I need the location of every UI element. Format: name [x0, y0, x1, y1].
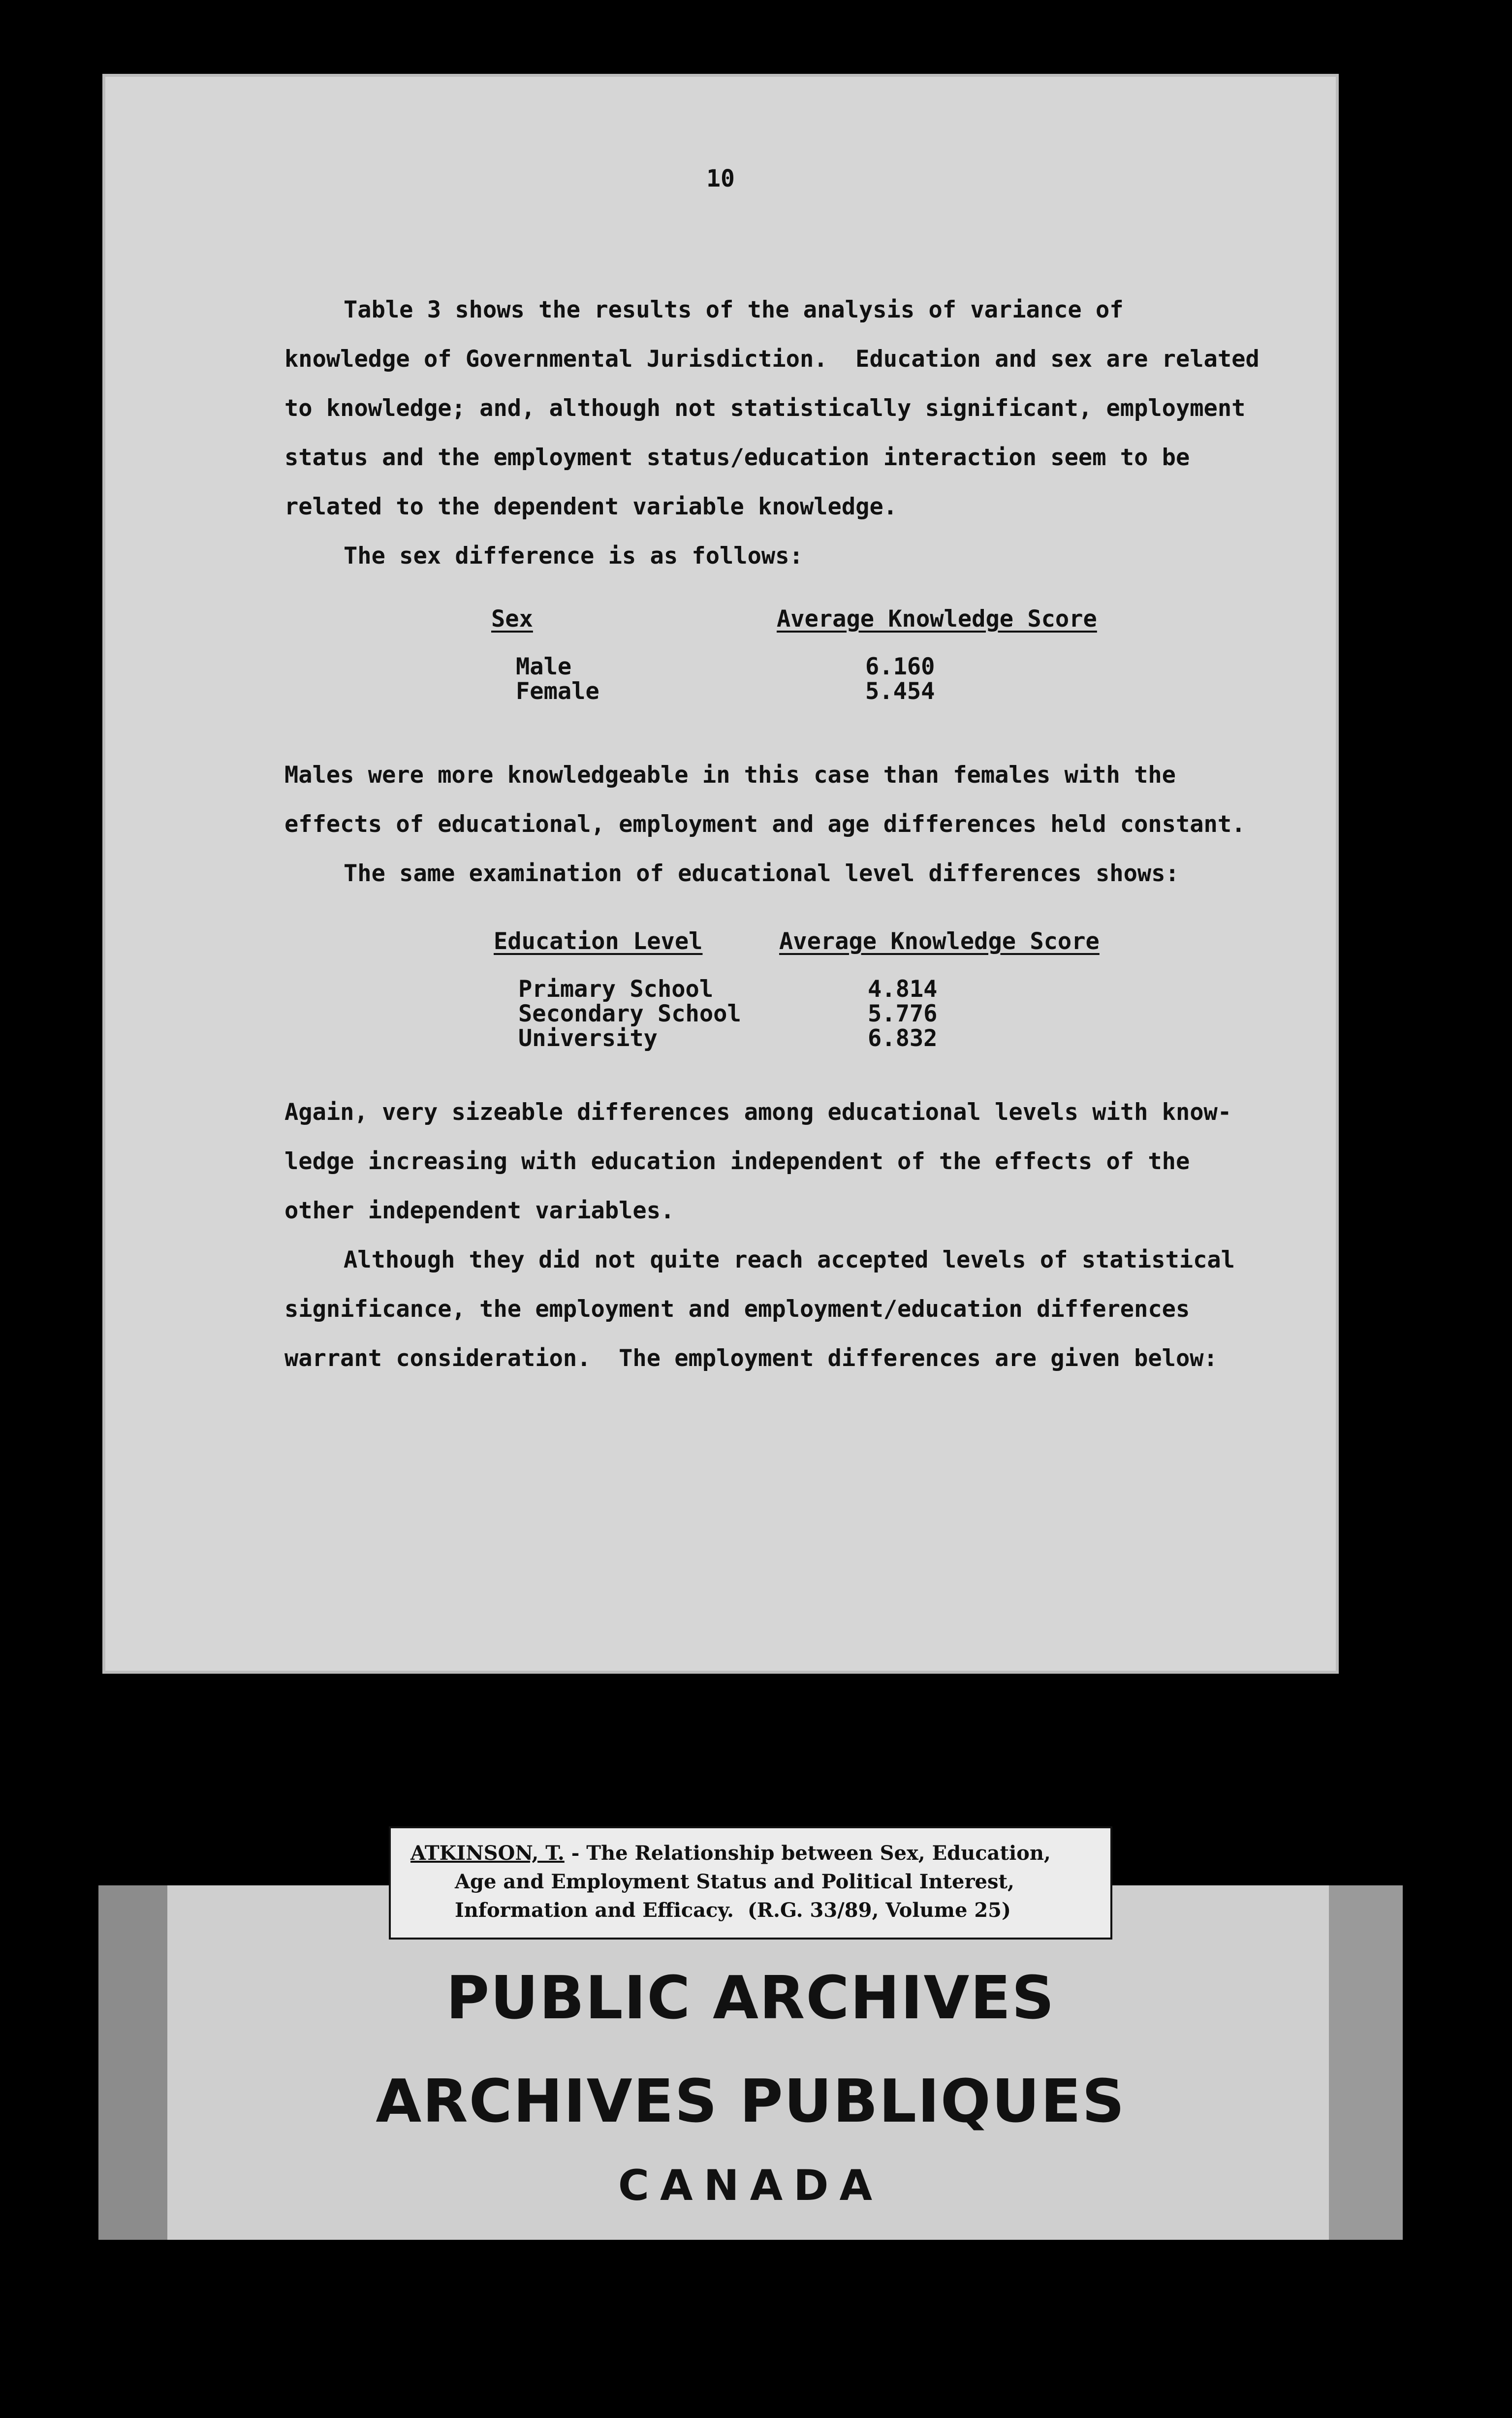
citation-line [410, 1839, 1091, 1868]
citation-line: Information and Efficacy. (R.G. 33/89, Volume 25) [455, 1899, 1011, 1922]
paragraph-intro [284, 286, 1260, 581]
paragraph-education-findings [284, 1088, 1235, 1383]
text-line: effects of educational, employment and age differences held constant. [284, 811, 1246, 838]
text-line: The same examination of educational level differences shows: [344, 860, 1179, 887]
text-line: knowledge of Governmental Jurisdiction. Education and sex are related [284, 346, 1260, 373]
text-line: to knowledge; and, although not statistically significant, employment [284, 395, 1246, 422]
archives-country: CANADA [618, 2161, 883, 2210]
table-row-value: 6.832 [868, 1025, 938, 1052]
text-line: The sex difference is as follows: [344, 542, 803, 570]
citation-author: ATKINSON, T. [410, 1842, 565, 1865]
citation-label [389, 1826, 1112, 1940]
text-line: ledge increasing with education independent of the effects of the [284, 1148, 1190, 1175]
document-page [102, 74, 1339, 1674]
table-row-label: University [518, 1025, 658, 1052]
paragraph-sex-findings [284, 751, 1246, 898]
table-header-sex: Sex [491, 605, 533, 633]
text-line: other independent variables. [284, 1197, 675, 1224]
text-line: Table 3 shows the results of the analysis of variance of [344, 296, 1124, 323]
table-row-label: Male [516, 653, 572, 680]
table-row-label: Secondary School [518, 1000, 741, 1027]
table-header-score: Average Knowledge Score [777, 605, 1097, 633]
text-line: Again, very sizeable differences among educational levels with know- [284, 1099, 1232, 1126]
citation-title-start: - The Relationship between Sex, Education, [564, 1842, 1051, 1865]
table-row-label: Female [516, 678, 599, 705]
table-row-value: 5.454 [865, 678, 935, 705]
archives-title-en: PUBLIC ARCHIVES [446, 1964, 1055, 2033]
table-header-education: Education Level [494, 928, 703, 955]
table-header-score: Average Knowledge Score [779, 928, 1100, 955]
archives-title-fr: ARCHIVES PUBLIQUES [376, 2068, 1126, 2136]
text-line: warrant consideration. The employment differences are given below: [284, 1345, 1218, 1372]
text-line: related to the dependent variable knowledge. [284, 493, 898, 520]
page-number: 10 [706, 165, 735, 192]
text-line: significance, the employment and employment/education differences [284, 1296, 1190, 1323]
table-row-label: Primary School [518, 976, 714, 1003]
text-line: Although they did not quite reach accepted levels of statistical [344, 1246, 1235, 1273]
text-line: Males were more knowledgeable in this case than females with the [284, 762, 1176, 789]
text-line: status and the employment status/education interaction seem to be [284, 444, 1190, 471]
citation-line: Age and Employment Status and Political Interest, [455, 1870, 1014, 1893]
table-row-value: 4.814 [868, 976, 938, 1003]
table-row-value: 6.160 [865, 653, 935, 680]
table-row-value: 5.776 [868, 1000, 938, 1027]
